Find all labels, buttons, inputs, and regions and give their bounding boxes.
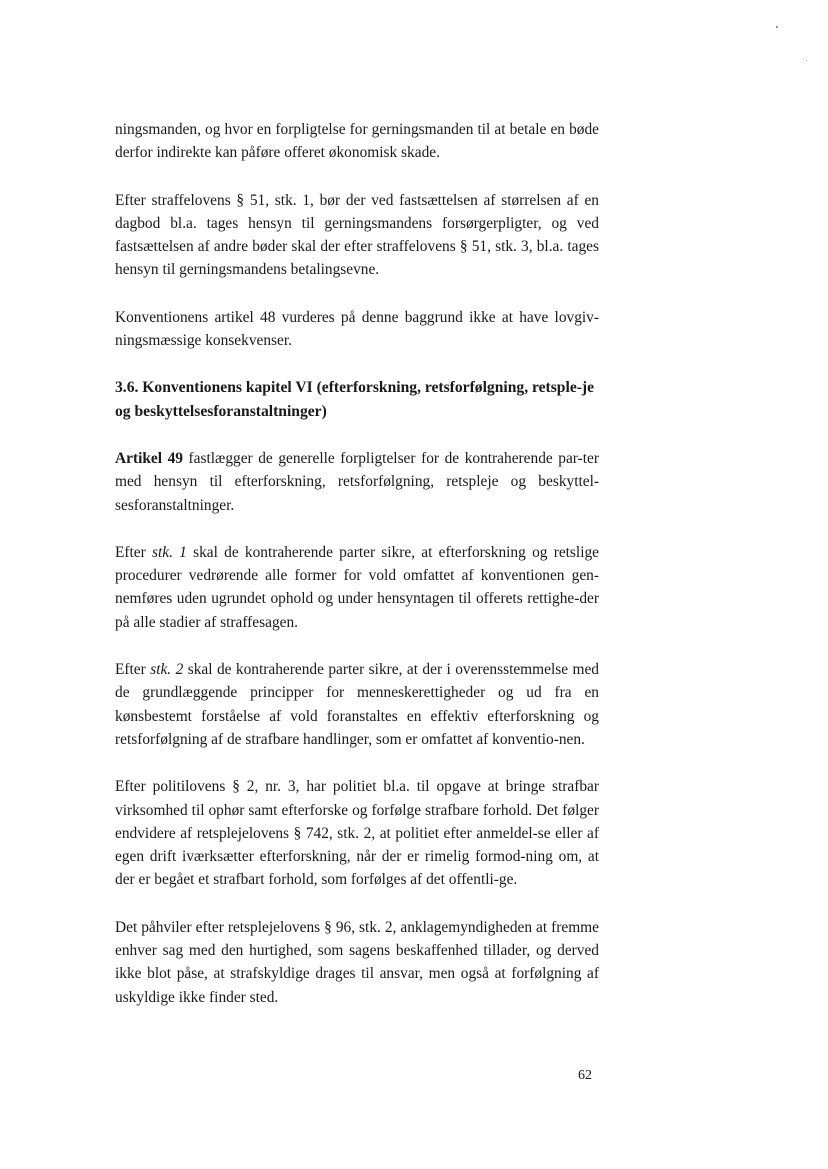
page-number: 62	[578, 1068, 592, 1083]
paragraph-text: fastlægger de generelle forpligtelser for de kontraherende par-ter med hensyn til efterforskning, retsforfølgning, retspleje og beskyttel-sesforanstaltninger.	[115, 449, 599, 514]
paragraph: Det påhviler efter retsplejelovens § 96, stk. 2, anklagemyndigheden at fremme enhver sag med den hurtighed, som sagens beskaffenhed tillader, og derved ikke blot påse, at strafskyldige drages til ansvar, men også at forfølgning af uskyldige ikke finder sted.	[115, 918, 599, 1006]
scan-speck	[776, 26, 778, 28]
paragraph	[115, 658, 599, 751]
paragraph: ningsmanden, og hvor en forpligtelse for gerningsmanden til at betale en bøde derfor indirekte kan påføre offeret økonomisk skade.	[115, 121, 599, 162]
paragraph: Efter straffelovens § 51, stk. 1, bør der ved fastsættelsen af størrelsen af en dagbod bl.a. tages hensyn til gerningsmandens forsørgerpligter, og ved fastsættelsen af andre bøder skal der efter straffelovens § 51, stk. 3, bl.a. tages hensyn til gerningsmandens betalingsevne.	[115, 191, 599, 279]
paragraph: Efter politilovens § 2, nr. 3, har politiet bl.a. til opgave at bringe strafbar virksomhed til ophør samt efterforske og forfølge strafbare forhold. Det følger endvidere af retsplejelovens § 742, stk. 2, at politiet efter anmeldel-se eller af egen drift iværksætter efterforskning, når der er rimelig formod-ning om, at der er begået et strafbart forhold, som forfølges af det offentli-ge.	[115, 778, 599, 889]
paragraph	[115, 541, 599, 634]
paragraph-text: Efter	[115, 543, 152, 561]
paragraph: Konventionens artikel 48 vurderes på denne baggrund ikke at have lovgiv-ningsmæssige konsekvenser.	[115, 308, 599, 350]
scan-speck	[806, 60, 807, 61]
stk-reference: stk. 2	[150, 661, 184, 679]
section-heading: 3.6. Konventionens kapitel VI (efterforskning, retsforfølgning, retsple-je og beskyttelsesforanstaltninger)	[115, 379, 595, 420]
body-text	[115, 118, 599, 1033]
paragraph-text: skal de kontraherende parter sikre, at efterforskning og retslige procedurer vedrørende alle former for vold omfattet af konventionen gen-nemføres uden ugrundet ophold og under hensyntagen til offerets rettighe-der på alle stadier af straffesagen.	[115, 543, 599, 631]
paragraph-text: Efter	[115, 661, 151, 679]
paragraph	[115, 447, 599, 517]
article-reference: Artikel 49	[115, 449, 183, 467]
paragraph-text: skal de kontraherende parter sikre, at der i overensstemmelse med de grundlæggende principper for menneskerettigheder og ud fra en kønsbestemt forståelse af vold foranstaltes en effektiv efterforskning og retsforfølgning af de strafbare handlinger, som er omfattet af konventio-nen.	[115, 661, 599, 748]
stk-reference: stk. 1	[152, 543, 187, 561]
